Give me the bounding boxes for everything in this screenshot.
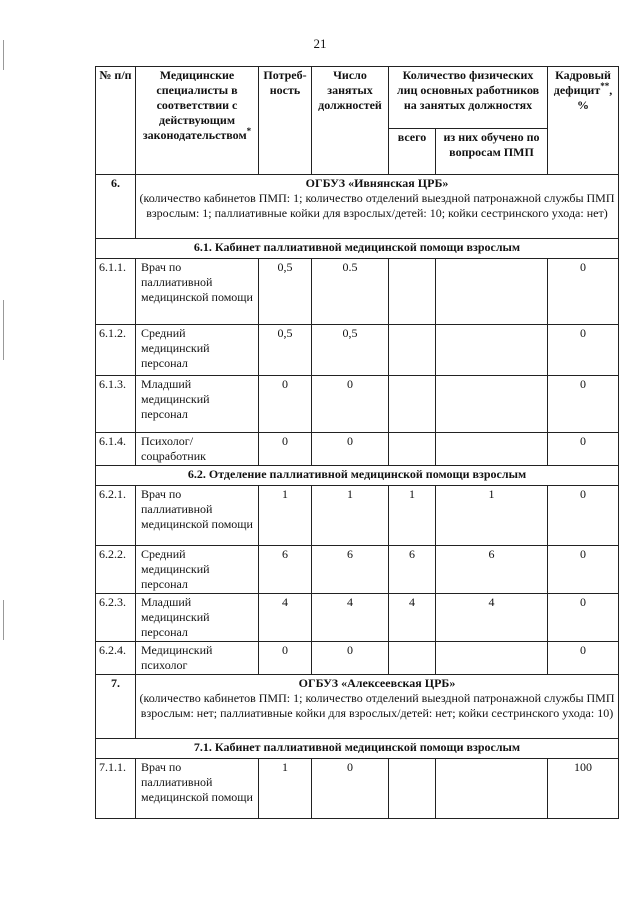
org-row [96, 675, 619, 739]
org-index: 6. [96, 175, 136, 239]
need-value: 0,5 [259, 325, 312, 376]
row-number: 6.2.1. [96, 486, 136, 546]
staffing-table [95, 66, 619, 819]
org-name: ОГБУЗ «Алексеевская ЦРБ» [298, 676, 456, 690]
specialist-name: Младший медицинский персонал [136, 376, 259, 433]
scan-edge-mark [3, 300, 4, 360]
row-number: 6.1.1. [96, 259, 136, 325]
row-number: 6.2.4. [96, 642, 136, 675]
occupied-value: 0 [312, 376, 389, 433]
total-value [389, 433, 436, 466]
org-name: ОГБУЗ «Ивнянская ЦРБ» [305, 176, 449, 190]
section-title: 6.1. Кабинет паллиативной медицинской помощи взрослым [96, 239, 619, 259]
header-trained: из них обучено по вопросам ПМП [436, 129, 548, 175]
occupied-value: 1 [312, 486, 389, 546]
total-value [389, 259, 436, 325]
trained-value [436, 642, 548, 675]
deficit-value: 0 [548, 594, 619, 642]
specialist-name: Средний медицинский персонал [136, 325, 259, 376]
section-title: 7.1. Кабинет паллиативной медицинской помощи взрослым [96, 739, 619, 759]
specialist-name: Врач по паллиативной медицинской помощи [136, 759, 259, 819]
header-number: № п/п [96, 67, 136, 175]
header-specialists: Медицинские специалисты в соответствии с действующим законодательством* [136, 67, 259, 175]
deficit-value: 0 [548, 259, 619, 325]
deficit-value: 0 [548, 376, 619, 433]
table-row [96, 546, 619, 594]
specialist-name: Врач по паллиативной медицинской помощи [136, 259, 259, 325]
occupied-value: 4 [312, 594, 389, 642]
occupied-value: 0,5 [312, 325, 389, 376]
org-row [96, 175, 619, 239]
trained-value [436, 376, 548, 433]
deficit-value: 0 [548, 433, 619, 466]
page-number: 21 [313, 36, 327, 51]
deficit-value: 0 [548, 325, 619, 376]
table-row [96, 259, 619, 325]
deficit-value: 0 [548, 546, 619, 594]
occupied-value: 0 [312, 642, 389, 675]
table-row [96, 642, 619, 675]
header-deficit: Кадровый дефицит**, % [548, 67, 619, 175]
trained-value: 4 [436, 594, 548, 642]
need-value: 1 [259, 759, 312, 819]
deficit-value: 100 [548, 759, 619, 819]
org-cell [136, 675, 619, 739]
row-number: 6.2.3. [96, 594, 136, 642]
trained-value [436, 325, 548, 376]
occupied-value: 0 [312, 433, 389, 466]
need-value: 0,5 [259, 259, 312, 325]
section-row [96, 239, 619, 259]
table-row [96, 433, 619, 466]
org-index: 7. [96, 675, 136, 739]
occupied-value: 0.5 [312, 259, 389, 325]
table-row [96, 325, 619, 376]
need-value: 1 [259, 486, 312, 546]
header-physical-persons: Количество физических лиц основных работников на занятых должностях [389, 67, 548, 129]
org-details: (количество кабинетов ПМП: 1; количество отделений выездной патронажной службы ПМП взрослым: нет; паллиативные койки для взрослых/детей: нет; койки сестринского ухода: 10) [139, 691, 615, 720]
scan-edge-mark [3, 600, 4, 640]
occupied-value: 0 [312, 759, 389, 819]
specialist-name: Младший медицинский персонал [136, 594, 259, 642]
specialist-name: Психолог/ соцработник [136, 433, 259, 466]
header-need: Потреб-ность [259, 67, 312, 175]
need-value: 6 [259, 546, 312, 594]
table-row [96, 594, 619, 642]
org-details: (количество кабинетов ПМП: 1; количество отделений выездной патронажной службы ПМП взрослым: 1; паллиативные койки для взрослых/детей: 10; койки сестринского ухода: нет) [139, 191, 615, 220]
need-value: 0 [259, 642, 312, 675]
header-total: всего [389, 129, 436, 175]
deficit-value: 0 [548, 642, 619, 675]
specialist-name: Медицинский психолог [136, 642, 259, 675]
occupied-value: 6 [312, 546, 389, 594]
specialist-name: Врач по паллиативной медицинской помощи [136, 486, 259, 546]
total-value [389, 759, 436, 819]
trained-value: 1 [436, 486, 548, 546]
row-number: 7.1.1. [96, 759, 136, 819]
total-value: 6 [389, 546, 436, 594]
table-row [96, 759, 619, 819]
need-value: 0 [259, 433, 312, 466]
section-row [96, 466, 619, 486]
section-title: 6.2. Отделение паллиативной медицинской помощи взрослым [96, 466, 619, 486]
org-cell [136, 175, 619, 239]
total-value [389, 325, 436, 376]
section-row [96, 739, 619, 759]
header-occupied: Число занятых должностей [312, 67, 389, 175]
row-number: 6.1.2. [96, 325, 136, 376]
trained-value [436, 433, 548, 466]
need-value: 4 [259, 594, 312, 642]
row-number: 6.1.4. [96, 433, 136, 466]
table-row [96, 376, 619, 433]
row-number: 6.2.2. [96, 546, 136, 594]
row-number: 6.1.3. [96, 376, 136, 433]
total-value [389, 376, 436, 433]
trained-value [436, 759, 548, 819]
trained-value: 6 [436, 546, 548, 594]
total-value: 1 [389, 486, 436, 546]
total-value: 4 [389, 594, 436, 642]
total-value [389, 642, 436, 675]
deficit-value: 0 [548, 486, 619, 546]
need-value: 0 [259, 376, 312, 433]
specialist-name: Средний медицинский персонал [136, 546, 259, 594]
table-row [96, 486, 619, 546]
trained-value [436, 259, 548, 325]
